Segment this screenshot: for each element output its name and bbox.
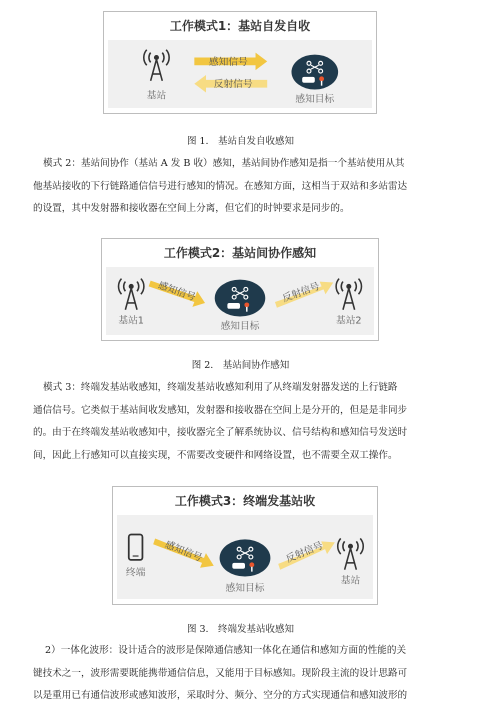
figure-2-title: 工作模式2：基站间协作感知 bbox=[163, 246, 317, 260]
paragraph-line: 间，因此上行感知可以直接实现，不需要改变硬件和网络设置，也不需要全双工操作。 bbox=[33, 449, 398, 461]
signal-arrow bbox=[194, 53, 267, 70]
figure-3 bbox=[112, 486, 378, 605]
paragraph-line: 模式 2：基站间协作（基站 A 发 B 收）感知，基站间协作感知是指一个基站使用从其 bbox=[43, 158, 405, 169]
paragraph-mode-2 bbox=[33, 153, 449, 221]
figure-2-body bbox=[106, 267, 374, 335]
reflected-arrow bbox=[275, 279, 333, 308]
paragraph-line: 他基站接收的下行链路通信信号进行感知的情况。在感知方面，这相当于双站和多站雷达 bbox=[33, 180, 408, 192]
tower-icon bbox=[144, 50, 169, 81]
paragraph-line: 的设置，其中发射器和接收器在空间上分离，但它们的时钟要求是同步的。 bbox=[33, 203, 350, 214]
figure-1-caption: 图 1. 基站自发自收感知 bbox=[186, 136, 295, 147]
paragraph-mode-3 bbox=[33, 377, 449, 467]
paragraph-line: 模式 3：终端发基站收感知，终端发基站收感知利用了从终端发射器发送的上行链路 bbox=[43, 382, 398, 393]
reflected-arrow bbox=[278, 538, 335, 569]
figure-1 bbox=[103, 11, 377, 114]
base-station-label: 基站 bbox=[340, 575, 361, 587]
sensing-target-icon bbox=[291, 55, 338, 90]
figure-1-body bbox=[108, 40, 372, 108]
base-station-1-label: 基站1 bbox=[118, 315, 144, 327]
phone-icon bbox=[129, 535, 143, 560]
reflected-label: 反射信号 bbox=[281, 281, 322, 305]
signal-label: 感知信号 bbox=[156, 280, 197, 304]
reflected-label: 反射信号 bbox=[284, 540, 325, 566]
reflected-arrow bbox=[194, 75, 267, 92]
figure-1-diagram bbox=[108, 40, 372, 108]
target-label: 感知目标 bbox=[295, 94, 335, 106]
signal-arrow bbox=[149, 278, 205, 307]
tower-icon bbox=[119, 279, 144, 310]
paragraph-line: 以是重用已有通信波形或感知波形，采取时分、频分、空分的方式实现通信和感知波形的 bbox=[33, 690, 408, 701]
signal-label: 感知信号 bbox=[163, 539, 204, 565]
paragraph-line: 通信信号。它类似于基站间收发感知，发射器和接收器在空间上是分开的，但是是非同步 bbox=[33, 404, 408, 416]
terminal-label: 终端 bbox=[125, 567, 146, 579]
sensing-target-icon bbox=[215, 280, 266, 317]
reflected-label: 反射信号 bbox=[213, 79, 253, 91]
target-label: 感知目标 bbox=[220, 321, 260, 333]
figure-2-caption: 图 2. 基站间协作感知 bbox=[191, 360, 290, 371]
base-station-2-label: 基站2 bbox=[336, 315, 362, 327]
paragraph-line: 的。由于在终端发基站收感知中，接收器完全了解系统协议、信号结构和感知信号发送时 bbox=[33, 427, 408, 438]
paragraph-integrated-waveform bbox=[33, 640, 449, 708]
tower-icon bbox=[338, 538, 364, 569]
figure-3-title: 工作模式3：终端发基站收 bbox=[174, 494, 316, 508]
paragraph-line: 键技术之一，波形需要既能携带通信信息，又能用于目标感知。现阶段主流的设计思路可 bbox=[33, 667, 408, 679]
base-station-label: 基站 bbox=[146, 90, 167, 102]
target-label: 感知目标 bbox=[225, 583, 265, 595]
figure-2 bbox=[101, 238, 379, 341]
figure-3-caption: 图 3. 终端发基站收感知 bbox=[186, 624, 295, 635]
sensing-target-icon bbox=[220, 539, 271, 576]
signal-arrow bbox=[153, 537, 214, 567]
figure-3-body bbox=[117, 515, 373, 599]
figure-3-diagram bbox=[117, 515, 373, 599]
tower-icon bbox=[336, 279, 361, 310]
signal-label: 感知信号 bbox=[208, 56, 248, 68]
figure-1-title: 工作模式1：基站自发自收 bbox=[169, 19, 311, 33]
paragraph-line: 2）一体化波形：设计适合的波形是保障通信感知一体化在通信和感知方面的性能的关 bbox=[45, 645, 407, 656]
figure-2-diagram bbox=[106, 267, 374, 335]
